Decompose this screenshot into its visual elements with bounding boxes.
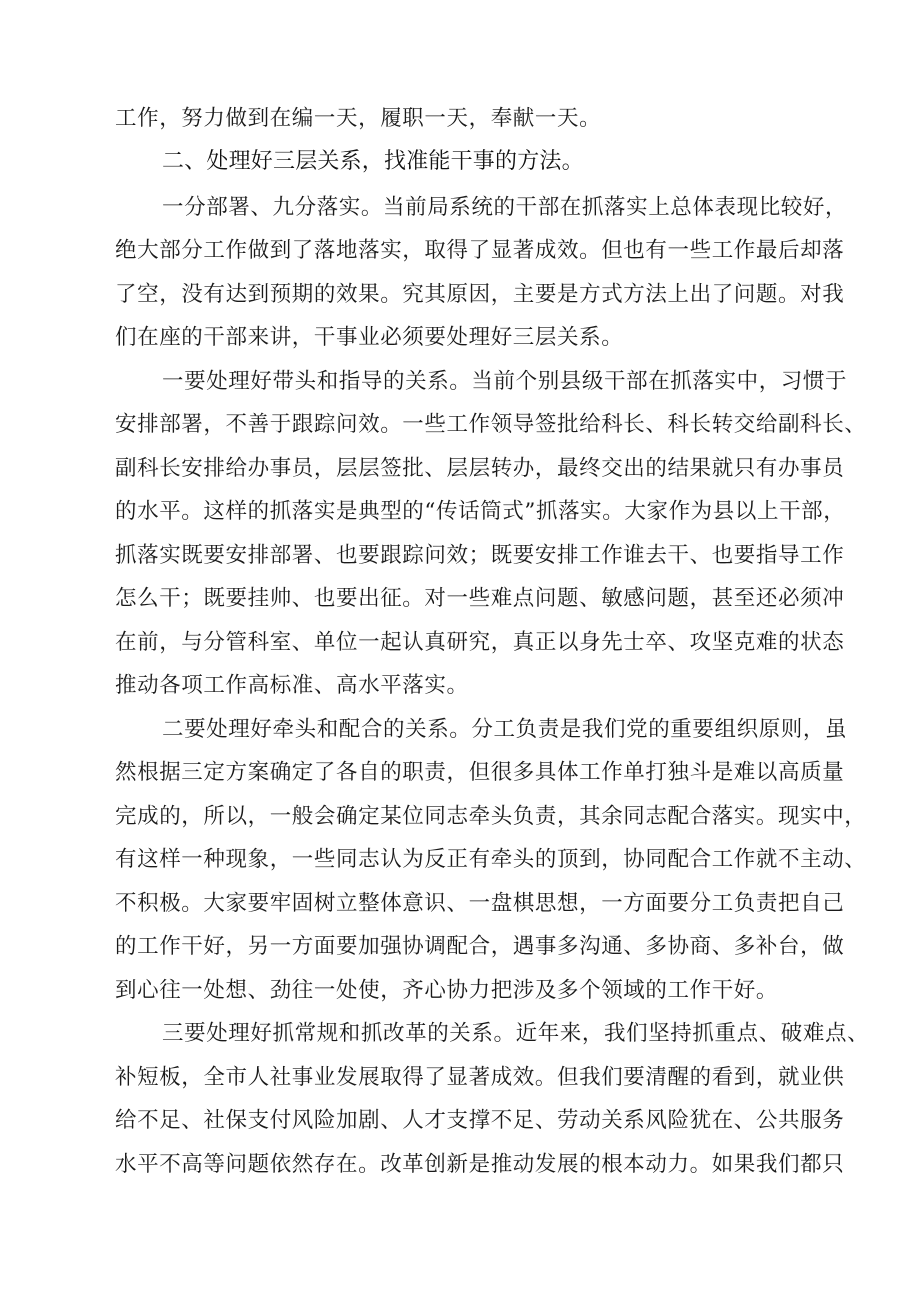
- text-line: 安排部署，不善于跟踪问效。一些工作领导签批给科长、科长转交给副科长、: [115, 412, 867, 437]
- text-line: 怎么干；既要挂帅、也要出征。对一些难点问题、敏感问题，甚至还必须冲: [115, 586, 845, 611]
- section-heading: 二、处理好三层关系，找准能干事的方法。: [162, 149, 584, 174]
- text-line: 给不足、社保支付风险加剧、人才支撑不足、劳动关系风险犹在、公共服务: [115, 1108, 845, 1133]
- text-line: 水平不高等问题依然存在。改革创新是推动发展的根本动力。如果我们都只: [115, 1152, 845, 1177]
- text-line: 在前，与分管科室、单位一起认真研究，真正以身先士卒、攻坚克难的状态: [115, 630, 845, 655]
- text-line: 完成的，所以，一般会确定某位同志牵头负责，其余同志配合落实。现实中，: [115, 804, 867, 829]
- text-line: 绝大部分工作做到了落地落实，取得了显著成效。但也有一些工作最后却落: [115, 238, 845, 263]
- text-line: 抓落实既要安排部署、也要跟踪问效；既要安排工作谁去干、也要指导工作: [115, 543, 845, 568]
- text-line: 工作，努力做到在编一天，履职一天，奉献一天。: [115, 106, 602, 131]
- text-line: 的工作干好，另一方面要加强协调配合，遇事多沟通、多协商、多补台，做: [115, 934, 845, 959]
- text-line: 了空，没有达到预期的效果。究其原因，主要是方式方法上出了问题。对我: [115, 282, 845, 307]
- text-line: 然根据三定方案确定了各自的职责，但很多具体工作单打独斗是难以高质量: [115, 760, 845, 785]
- paragraph-first-line: 三要处理好抓常规和抓改革的关系。近年来，我们坚持抓重点、破难点、: [162, 1021, 870, 1046]
- paragraph-first-line: 一分部署、九分落实。当前局系统的干部在抓落实上总体表现比较好，: [162, 195, 848, 220]
- text-line: 不积极。大家要牢固树立整体意识、一盘棋思想，一方面要分工负责把自己: [115, 891, 845, 916]
- paragraph-first-line: 二要处理好牵头和配合的关系。分工负责是我们党的重要组织原则，虽: [162, 717, 848, 742]
- paragraph-first-line: 一要处理好带头和指导的关系。当前个别县级干部在抓落实中，习惯于: [162, 369, 848, 394]
- text-line: 推动各项工作高标准、高水平落实。: [115, 673, 469, 698]
- text-line: 副科长安排给办事员，层层签批、层层转办，最终交出的结果就只有办事员: [115, 456, 845, 481]
- text-line: 的水平。这样的抓落实是典型的“传话筒式”抓落实。大家作为县以上干部，: [115, 499, 846, 524]
- text-line: 有这样一种现象，一些同志认为反正有牵头的顶到，协同配合工作就不主动、: [115, 847, 867, 872]
- text-line: 补短板，全市人社事业发展取得了显著成效。但我们要清醒的看到，就业供: [115, 1065, 845, 1090]
- text-line: 到心往一处想、劲往一处使，齐心协力把涉及多个领域的工作干好。: [115, 978, 779, 1003]
- text-line: 们在座的干部来讲，干事业必须要处理好三层关系。: [115, 325, 624, 350]
